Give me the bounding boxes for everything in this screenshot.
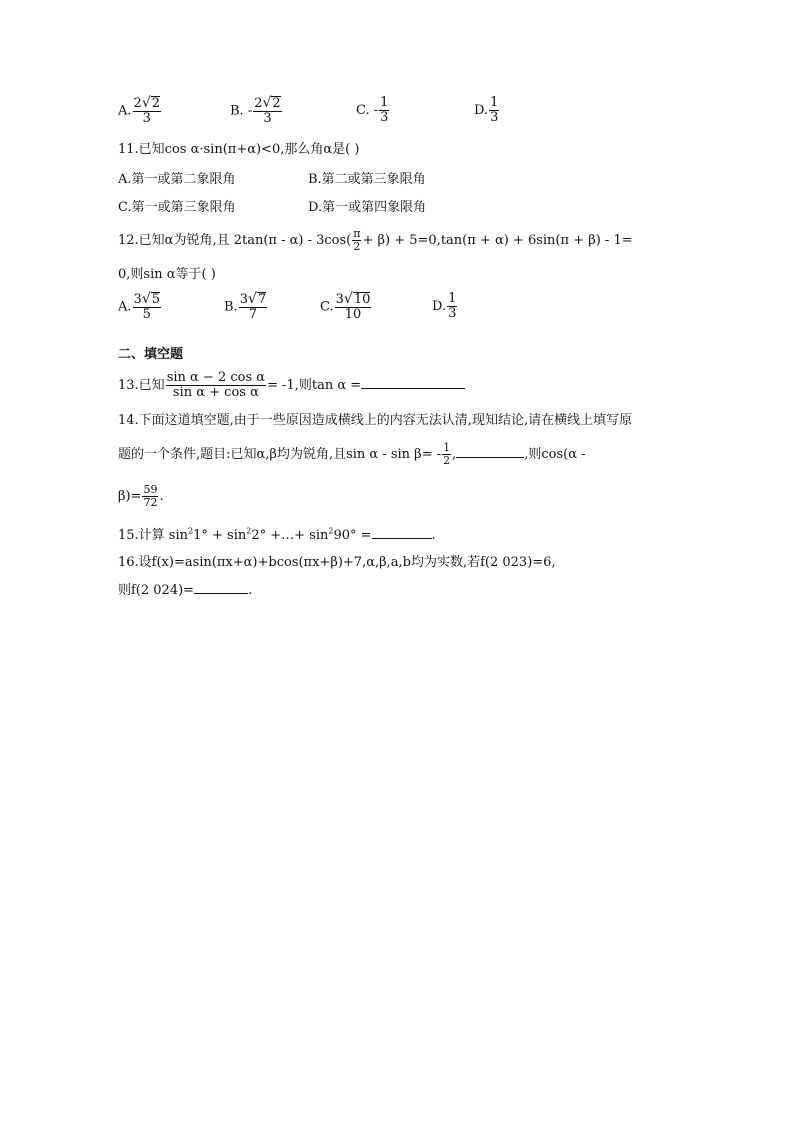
q12-option-c: C. 3 √ 10 10 <box>320 291 371 322</box>
q15-stem: 15.计算 $\sin^21^\circ + \sin^22^\circ$ +…+ $\sin^290^\circ$ = . <box>118 526 436 543</box>
option-label: A. <box>118 103 132 119</box>
q12-option-d: D. $\frac{1}{3}$ <box>432 291 457 321</box>
sqrt-sign-icon: √ <box>247 291 257 307</box>
q10-option-d: D. $\frac{1}{3}$ <box>474 95 499 125</box>
sqrt-sign-icon: √ <box>141 95 151 111</box>
q14-line1: 14.下面这道填空题,由于一些原因造成横线上的内容无法认清,现知结论,请在横线上填写原 <box>118 413 633 428</box>
q14-line3: β)= $\frac{59}{72}$ . <box>118 483 164 509</box>
q10-option-a: A. 2 √ 2 3 <box>118 95 161 126</box>
q11-option-c: C.第一或第三象限角 <box>118 200 236 215</box>
answer-blank[interactable] <box>456 445 524 458</box>
q11-option-d: D.第一或第四象限角 <box>308 200 427 215</box>
q11-stem: 11.已知cos α·sin(π+α)<0,那么角α是( ) <box>118 142 360 157</box>
q12-option-a: A. 3 √ 5 5 <box>118 291 161 322</box>
q12-stem-line2: 0,则sin α等于( ) <box>118 267 216 282</box>
sqrt-sign-icon: √ <box>262 95 272 111</box>
answer-blank[interactable] <box>372 526 432 539</box>
q16-line1: 16.设f(x)=asin(πx+α)+bcos(πx+β)+7,α,β,a,b均为实数,若f(2 023)=6, <box>118 555 556 570</box>
option-label: B. - <box>230 103 253 119</box>
q13-stem: 13.已知 $\frac{\text{sin α − 2 cos α}}{\text{sin α + cos α}}$ = -1,则tan α = <box>118 371 465 400</box>
q11-option-b: B.第二或第三象限角 <box>308 172 426 187</box>
answer-blank[interactable] <box>361 376 465 389</box>
sqrt-sign-icon: √ <box>343 291 353 307</box>
q10-option-b: B. - 2 √ 2 3 <box>230 95 281 126</box>
q11-option-a: A.第一或第二象限角 <box>118 172 236 187</box>
q12-option-b: B. 3 √ 7 7 <box>224 291 267 322</box>
q16-line2: 则f(2 024)= . <box>118 583 253 598</box>
sqrt-sign-icon: √ <box>141 291 151 307</box>
answer-blank[interactable] <box>194 581 248 594</box>
q10-option-c: C. - $\frac{1}{3}$ <box>356 95 389 125</box>
q14-line2: 题的一个条件,题目:已知α,β均为锐角,且sin α - sin β= - $\frac{1}{2}$ , ,则cos(α - <box>118 441 586 467</box>
q12-stem-line1: 12.已知α为锐角,且 2tan(π - α) - 3cos( $\frac{\pi}{2}$ + β) + 5=0,tan(π + α) + 6sin(π + β) - 1= <box>118 227 633 253</box>
section-heading: 二、填空题 <box>118 347 184 362</box>
option-label: D. <box>474 103 489 118</box>
option-label: C. - <box>356 103 379 118</box>
